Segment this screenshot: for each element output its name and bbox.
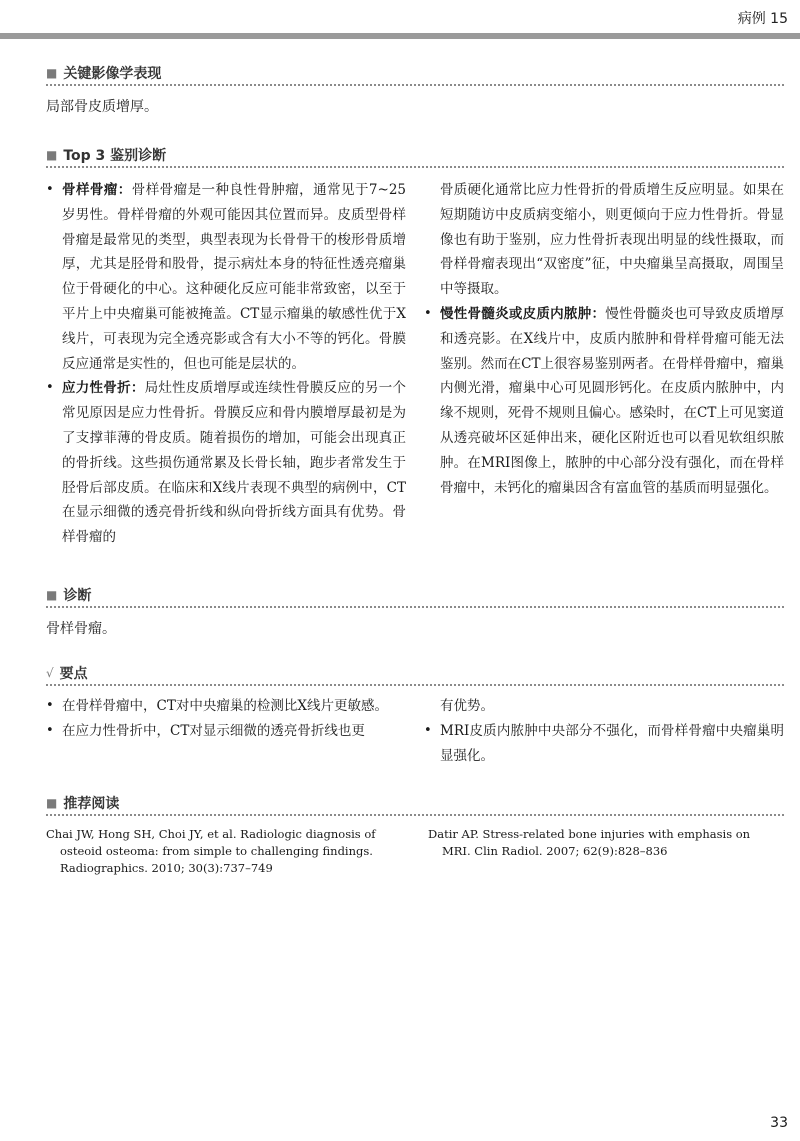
- square-bullet-icon: ■: [46, 796, 58, 810]
- differential-text: 局灶性皮质增厚或连续性骨膜反应的另一个常见原因是应力性骨折。骨膜反应和骨内膜增厚最初是为了支撑菲薄的骨皮质。随着损伤的增加，可能会出现真正的骨折线。这些损伤通常累及长骨长轴，跑步者常发生于胫骨后部皮质。在临床和X线片表现不典型的病例中，CT在显示细微的透亮骨折线和纵向骨折线方面具有优势。骨样骨瘤的: [62, 380, 406, 546]
- differential-term: 骨样骨瘤：: [62, 182, 132, 198]
- diagnosis-title: 诊断: [63, 588, 92, 604]
- differentials-heading: [46, 144, 784, 168]
- key-findings-title: 关键影像学表现: [63, 66, 162, 82]
- differential-item: [424, 302, 784, 500]
- square-bullet-icon: ■: [46, 588, 58, 602]
- differential-continuation: 骨质硬化通常比应力性骨折的骨质增生反应明显。如果在短期随访中皮质病变缩小，则更倾向于应力性骨折。骨显像也有助于鉴别，应力性骨折表现出明显的线性摄取，而骨样骨瘤表现出“双密度”征，中央瘤巢呈高摄取，周围呈中等摄取。: [440, 182, 784, 298]
- differential-term: 慢性骨髓炎或皮质内脓肿：: [440, 305, 606, 322]
- checkmark-icon: √: [46, 666, 54, 680]
- pearl-text: MRI皮质内脓肿中央部分不强化，而骨样骨瘤中央瘤巢明显强化。: [440, 722, 784, 764]
- differentials-title: Top 3 鉴别诊断: [63, 148, 167, 164]
- reference-right: [428, 826, 774, 860]
- reference-entry: Datir AP. Stress-related bone injuries with emphasis on MRI. Clin Radiol. 2007; 62(9):828–836: [428, 827, 751, 858]
- diagnosis-heading: [46, 584, 784, 608]
- pearl-item: [46, 719, 406, 744]
- differential-text: 骨样骨瘤是一种良性骨肿瘤，通常见于7~25岁男性。骨样骨瘤的外观可能因其位置而异。皮质型骨样骨瘤是最常见的类型，典型表现为长骨骨干的梭形骨质增厚，尤其是胫骨和股骨，提示病灶本身的特征性透亮瘤巢位于骨硬化的中心。这种硬化反应可能非常致密，以至于平片上中央瘤巢可能被掩盖。CT显示瘤巢的敏感性优于X线片，可表现为完全透亮影或含有大小不等的钙化。骨膜反应通常是实性的，但也可能是层状的。: [62, 182, 406, 372]
- pearls-heading: [46, 662, 784, 686]
- differentials-left-column: [46, 178, 406, 550]
- page-number: 33: [770, 1115, 788, 1131]
- pearl-text: 在应力性骨折中，CT对显示细微的透亮骨折线也更: [62, 722, 365, 739]
- case-label: 病例 15: [737, 11, 788, 27]
- reference-left: [46, 826, 392, 877]
- pearl-item: [46, 694, 406, 719]
- bullet-dot-icon: •: [424, 305, 432, 321]
- differential-term: 应力性骨折：: [62, 380, 145, 397]
- diagnosis-body: 骨样骨瘤。: [46, 621, 116, 637]
- differential-text: 慢性骨髓炎也可导致皮质增厚和透亮影。在X线片中，皮质内脓肿和骨样骨瘤可能无法鉴别。然而在CT上很容易鉴别两者。在骨样骨瘤中，瘤巢内侧光滑，瘤巢中心可见圆形钙化。在皮质内脓肿中，内缘不规则，死骨不规则且偏心。感染时，在CT上可见窦道从透亮破坏区延伸出来，硬化区附近也可以看见软组织脓肿。在MRI图像上，脓肿的中心部分没有强化，而在骨样骨瘤中，未钙化的瘤巢因含有富血管的基质而明显强化。: [440, 305, 784, 496]
- differential-item: [46, 178, 406, 376]
- reference-entry: Chai JW, Hong SH, Choi JY, et al. Radiologic diagnosis of osteoid osteoma: from simple to challenging findings. Radiographics. 2010; 30(3):737–749: [46, 827, 376, 875]
- pearl-continuation: 有优势。: [440, 698, 494, 714]
- pearls-title: 要点: [59, 666, 88, 682]
- pearl-text: 在骨样骨瘤中，CT对中央瘤巢的检测比X线片更敏感。: [62, 698, 388, 714]
- pearls-right-column: [424, 694, 784, 768]
- bullet-dot-icon: •: [424, 722, 432, 738]
- reading-title: 推荐阅读: [63, 796, 120, 812]
- bullet-dot-icon: •: [46, 722, 54, 738]
- key-findings-heading: [46, 62, 784, 86]
- bullet-dot-icon: •: [46, 698, 54, 713]
- header-bar: [0, 33, 800, 39]
- bullet-dot-icon: •: [46, 182, 54, 197]
- square-bullet-icon: ■: [46, 148, 58, 162]
- pearls-left-column: [46, 694, 406, 744]
- differentials-right-column: [424, 178, 784, 500]
- differential-item: [46, 376, 406, 550]
- square-bullet-icon: ■: [46, 66, 58, 80]
- bullet-dot-icon: •: [46, 380, 54, 396]
- pearl-item: [424, 719, 784, 769]
- reading-heading: [46, 792, 784, 816]
- key-findings-body: 局部骨皮质增厚。: [46, 99, 158, 115]
